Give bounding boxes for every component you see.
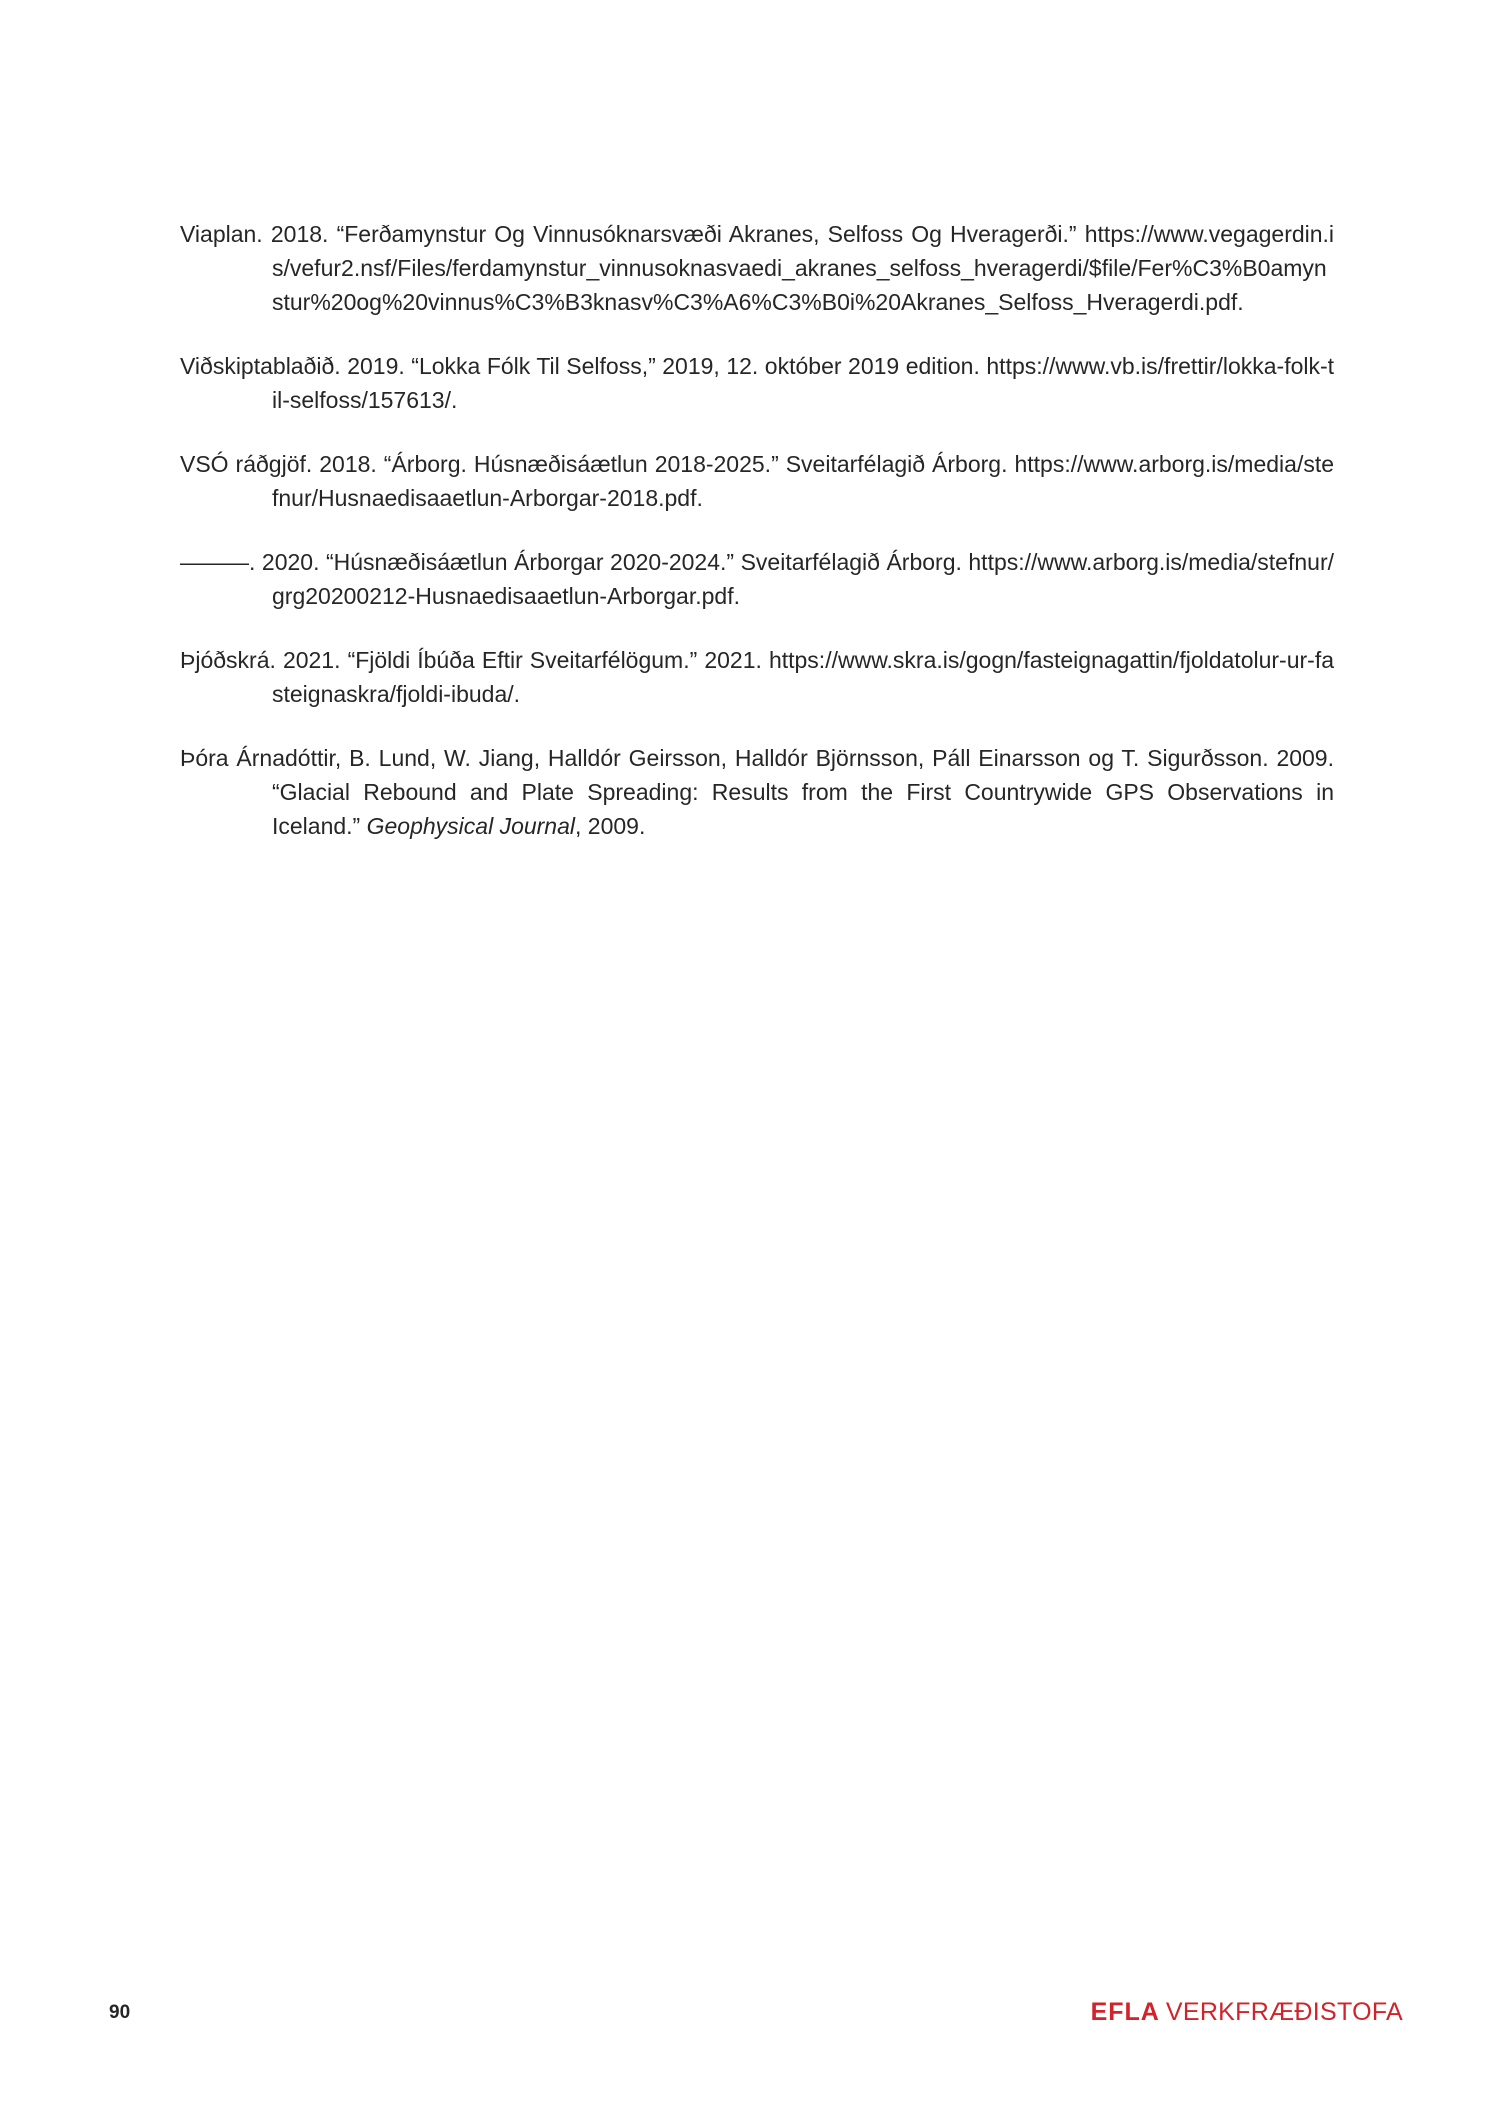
brand-logo [1091, 1998, 1403, 2027]
reference-url[interactable]: https://www.vegagerdin.is/vefur2.nsf/Files/ferdamynstur_vinnusoknasvaedi_akranes_selfoss_hveragerdi/$file/Fer%C3%B0amynstur%20og%20vinnus%C3%B3knasv%C3%A6%C3%B0i%20Akranes_Selfoss_Hveragerdi.pdf. [272, 221, 1335, 315]
reference-thjodskra [180, 643, 1334, 711]
reference-vso-2020 [180, 545, 1334, 613]
reference-year: 2021. [282, 647, 341, 673]
reference-url[interactable]: https://www.skra.is/gogn/fasteignagattin/fjoldatolur-ur-fasteignaskra/fjoldi-ibuda/. [272, 647, 1334, 707]
reference-year: 2009. [1276, 745, 1334, 771]
reference-authors: Þóra Árnadóttir, B. Lund, W. Jiang, Halldór Geirsson, Halldór Björnsson, Páll Einarsson og T. Sigurðsson. [180, 745, 1269, 771]
reference-author: ———. [180, 549, 256, 575]
reference-year: 2018. [319, 451, 377, 477]
page-footer [0, 1998, 1500, 2032]
reference-author: Viðskiptablaðið. [180, 353, 341, 379]
brand-subtitle: VERKFRÆÐISTOFA [1165, 1998, 1403, 2026]
reference-title: “Húsnæðisáætlun Árborgar 2020-2024.” Sveitarfélagið Árborg. [325, 549, 962, 575]
reference-year: 2019. [347, 353, 405, 379]
reference-title: “Lokka Fólk Til Selfoss,” 2019, 12. október 2019 edition. [411, 353, 980, 379]
reference-author: VSÓ ráðgjöf. [180, 451, 313, 477]
reference-viaplan [180, 217, 1334, 319]
reference-title: “Fjöldi Íbúða Eftir Sveitarfélögum.” 2021. [347, 647, 762, 673]
page-number: 90 [109, 2002, 131, 2023]
bibliography [180, 217, 1334, 873]
reference-journal: Geophysical Journal [366, 813, 576, 839]
brand-name: EFLA [1090, 1998, 1160, 2026]
reference-tail: , 2009. [575, 813, 646, 839]
reference-year: 2018. [270, 221, 329, 247]
reference-vidskiptabladid [180, 349, 1334, 417]
reference-author: Þjóðskrá. [180, 647, 276, 673]
reference-author: Viaplan. [180, 221, 263, 247]
reference-url[interactable]: https://www.vb.is/frettir/lokka-folk-til-selfoss/157613/. [272, 353, 1335, 413]
reference-title: “Árborg. Húsnæðisáætlun 2018-2025.” Sveitarfélagið Árborg. [383, 451, 1008, 477]
reference-vso-2018 [180, 447, 1334, 515]
reference-title: “Ferðamynstur Og Vinnusóknarsvæði Akranes, Selfoss Og Hveragerði.” [336, 221, 1077, 247]
reference-year: 2020. [261, 549, 320, 575]
reference-url[interactable]: https://www.arborg.is/media/stefnur/grg20200212-Husnaedisaaetlun-Arborgar.pdf. [272, 549, 1334, 609]
reference-url[interactable]: https://www.arborg.is/media/stefnur/Husnaedisaaetlun-Arborgar-2018.pdf. [272, 451, 1335, 511]
reference-arnadottir [180, 741, 1334, 843]
reference-title: “Glacial Rebound and Plate Spreading: Results from the First Countrywide GPS Observations in Iceland.” [272, 779, 1334, 839]
